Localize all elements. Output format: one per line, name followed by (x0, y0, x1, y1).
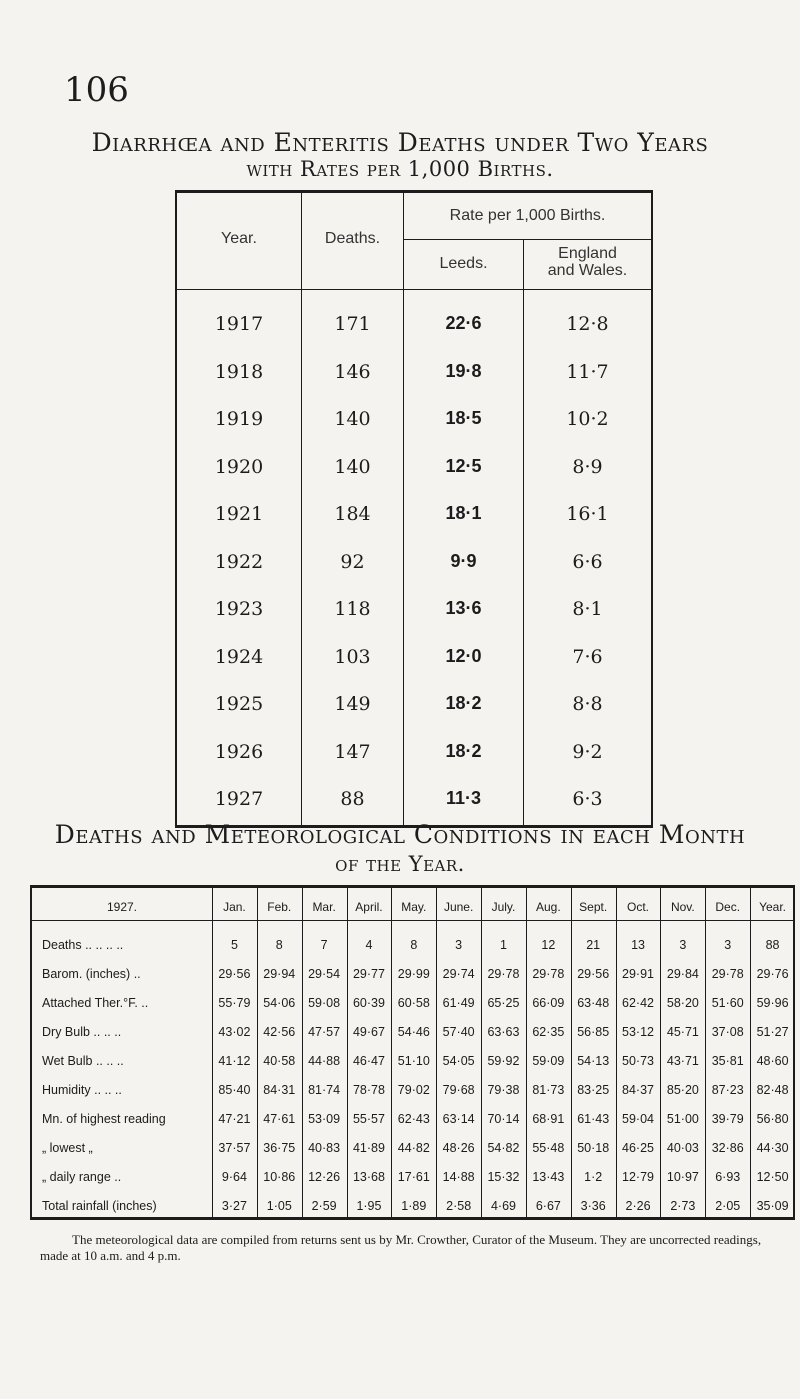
value-cell: 37·08 (711, 1025, 744, 1039)
table1-leeds-cell: 9·9 (450, 550, 477, 571)
meteorological-table (30, 885, 795, 1220)
value-cell: 48·26 (442, 1141, 475, 1155)
value-cell: 42·56 (263, 1025, 296, 1039)
value-cell: 29·94 (263, 967, 296, 981)
month-header: Year. (759, 900, 787, 914)
value-cell: 3 (455, 938, 463, 952)
value-cell: 54·46 (397, 1025, 430, 1039)
table1-deaths-cell: 147 (334, 740, 371, 763)
row-label: „ daily range .. (42, 1170, 122, 1184)
value-cell: 46·25 (622, 1141, 655, 1155)
row-label: Humidity .. .. .. (42, 1083, 122, 1097)
value-cell: 81·74 (308, 1083, 341, 1097)
value-cell: 3 (679, 938, 687, 952)
value-cell: 29·99 (397, 967, 430, 981)
table2-title-line1: Deaths and Meteorological Conditions in each Month (54, 820, 746, 849)
value-cell: 10·97 (666, 1170, 699, 1184)
value-cell: 55·48 (532, 1141, 565, 1155)
month-header: Oct. (627, 900, 650, 914)
value-cell: 78·78 (352, 1083, 385, 1097)
value-cell: 53·09 (308, 1112, 341, 1126)
table1-deaths-cell: 88 (340, 788, 365, 810)
value-cell: 12·79 (622, 1170, 655, 1184)
value-cell: 60·39 (352, 996, 385, 1010)
value-cell: 54·06 (263, 996, 296, 1010)
header-year: Year. (221, 230, 257, 247)
table1-deaths-cell: 140 (334, 455, 371, 478)
value-cell: 63·14 (442, 1112, 475, 1126)
value-cell: 85·40 (218, 1083, 251, 1097)
value-cell: 50·18 (577, 1141, 610, 1155)
month-header: Jan. (223, 900, 246, 914)
value-cell: 4 (365, 938, 373, 952)
value-cell: 37·57 (218, 1141, 251, 1155)
value-cell: 6·67 (535, 1199, 561, 1213)
table1-england-cell: 9·2 (572, 740, 603, 763)
value-cell: 70·14 (487, 1112, 520, 1126)
table1-england-cell: 8·1 (572, 598, 603, 620)
value-cell: 1·05 (266, 1199, 292, 1213)
table1-year-cell: 1920 (214, 455, 264, 478)
value-cell: 40·83 (308, 1141, 341, 1155)
value-cell: 59·08 (308, 996, 341, 1010)
value-cell: 54·05 (442, 1054, 475, 1068)
table1-england-cell: 8·9 (572, 455, 603, 478)
value-cell: 54·82 (487, 1141, 520, 1155)
header-deaths: Deaths. (324, 230, 381, 247)
value-cell: 83·25 (577, 1083, 610, 1097)
table1-year-cell: 1926 (214, 740, 264, 763)
value-cell: 48·60 (756, 1054, 789, 1068)
month-header: Aug. (536, 900, 561, 914)
value-cell: 29·78 (532, 967, 565, 981)
value-cell: 56·80 (756, 1112, 789, 1126)
header-england (524, 245, 651, 279)
row-divider (403, 239, 651, 240)
row-label: Deaths .. .. .. .. (42, 938, 124, 952)
table1-deaths-cell: 92 (340, 550, 365, 573)
month-header: Feb. (267, 900, 292, 914)
table1-title-line2: with Rates per 1,000 Births. (246, 157, 554, 181)
value-cell: 29·56 (218, 967, 251, 981)
table1-leeds-cell: 22·6 (445, 313, 482, 333)
value-cell: 12·26 (308, 1170, 341, 1184)
births-rate-table (175, 190, 653, 828)
value-cell: 79·68 (442, 1083, 475, 1097)
value-cell: 59·09 (532, 1054, 565, 1068)
value-cell: 55·79 (218, 996, 251, 1010)
value-cell: 79·38 (487, 1083, 520, 1097)
value-cell: 66·09 (532, 996, 565, 1010)
value-cell: 55·57 (352, 1112, 385, 1126)
header-corner: 1927. (106, 900, 138, 914)
row-label: „ lowest „ (42, 1141, 93, 1155)
value-cell: 51·60 (711, 996, 744, 1010)
value-cell: 46·47 (352, 1054, 385, 1068)
value-cell: 61·49 (442, 996, 475, 1010)
value-cell: 32·86 (711, 1141, 744, 1155)
value-cell: 58·20 (666, 996, 699, 1010)
value-cell: 12·50 (756, 1170, 789, 1184)
value-cell: 59·92 (487, 1054, 520, 1068)
value-cell: 39·79 (711, 1112, 744, 1126)
value-cell: 85·20 (666, 1083, 699, 1097)
value-cell: 9·64 (221, 1170, 247, 1184)
value-cell: 59·96 (756, 996, 789, 1010)
value-cell: 61·43 (577, 1112, 610, 1126)
table1-england-cell: 10·2 (566, 408, 609, 430)
value-cell: 81·73 (532, 1083, 565, 1097)
value-cell: 8 (275, 938, 283, 952)
table1-deaths-cell: 149 (334, 693, 371, 715)
value-cell: 35·81 (711, 1054, 744, 1068)
month-header: June. (443, 900, 474, 914)
value-cell: 41·89 (352, 1141, 385, 1155)
value-cell: 8 (410, 938, 418, 952)
value-cell: 1·89 (401, 1199, 427, 1213)
value-cell: 14·88 (442, 1170, 475, 1184)
value-cell: 2·58 (446, 1199, 472, 1213)
table1-deaths-cell: 184 (334, 503, 371, 525)
table1-england-cell: 12·8 (566, 313, 609, 335)
footnote: The meteorological data are compiled from returns sent us by Mr. Crowther, Curator of the Museum. They are uncorrected readings, made at 10 a.m. and 4 p.m. (40, 1232, 762, 1263)
table1-england-cell: 11·7 (566, 360, 609, 383)
value-cell: 51·10 (397, 1054, 430, 1068)
row-label: Dry Bulb .. .. .. (42, 1025, 122, 1039)
table1-year-cell: 1922 (214, 550, 264, 573)
value-cell: 63·48 (577, 996, 610, 1010)
table1-leeds-cell: 12·0 (445, 645, 482, 666)
value-cell: 1 (500, 938, 507, 952)
table1-year-cell: 1917 (214, 313, 264, 335)
table1-year-cell: 1927 (214, 788, 264, 810)
month-header: May. (401, 900, 427, 914)
value-cell: 35·09 (756, 1199, 789, 1213)
table1-deaths-cell: 140 (334, 408, 371, 430)
value-cell: 47·57 (308, 1025, 341, 1039)
value-cell: 3·36 (580, 1199, 606, 1213)
table1-deaths-cell: 118 (334, 598, 371, 620)
value-cell: 51·00 (666, 1112, 699, 1126)
table1-year-cell: 1923 (214, 598, 264, 620)
table1-year-cell: 1921 (214, 503, 264, 525)
month-header: April. (355, 900, 383, 914)
value-cell: 29·78 (711, 967, 744, 981)
value-cell: 21 (586, 938, 601, 952)
value-cell: 2·05 (715, 1199, 741, 1213)
value-cell: 44·82 (397, 1141, 430, 1155)
page-number: 106 (64, 70, 129, 110)
value-cell: 62·35 (532, 1025, 565, 1039)
month-header: Nov. (670, 900, 695, 914)
table1-england-cell: 16·1 (566, 503, 609, 525)
value-cell: 59·04 (622, 1112, 655, 1126)
value-cell: 15·32 (487, 1170, 520, 1184)
table1-year-cell: 1925 (214, 693, 264, 715)
table1-england-cell: 8·8 (572, 693, 603, 715)
value-cell: 29·78 (487, 967, 520, 981)
value-cell: 29·54 (308, 967, 341, 981)
value-cell: 29·74 (442, 967, 475, 981)
value-cell: 60·58 (397, 996, 430, 1010)
table1-leeds-cell: 18·5 (445, 408, 482, 428)
value-cell: 13·43 (532, 1170, 565, 1184)
value-cell: 10·86 (263, 1170, 296, 1184)
header-divider (32, 920, 793, 921)
value-cell: 62·43 (397, 1112, 430, 1126)
value-cell: 7 (320, 938, 328, 952)
value-cell: 43·71 (666, 1054, 699, 1068)
value-cell: 84·31 (263, 1083, 296, 1097)
value-cell: 29·84 (666, 967, 699, 981)
value-cell: 36·75 (263, 1141, 296, 1155)
value-cell: 84·37 (622, 1083, 655, 1097)
table1-leeds-cell: 12·5 (445, 455, 482, 476)
value-cell: 79·02 (397, 1083, 430, 1097)
value-cell: 63·63 (487, 1025, 520, 1039)
value-cell: 82·48 (756, 1083, 789, 1097)
header-divider (177, 289, 651, 290)
value-cell: 57·40 (442, 1025, 475, 1039)
value-cell: 68·91 (532, 1112, 565, 1126)
value-cell: 13 (631, 938, 645, 952)
month-header: July. (491, 900, 516, 914)
table1-leeds-cell: 13·6 (445, 598, 482, 618)
table1-year-cell: 1919 (214, 408, 264, 430)
value-cell: 53·12 (622, 1025, 655, 1039)
value-cell: 29·91 (622, 967, 655, 981)
value-cell: 29·56 (577, 967, 610, 981)
table1-england-cell: 6·6 (572, 550, 603, 573)
header-rate: Rate per 1,000 Births. (449, 207, 606, 224)
value-cell: 45·71 (666, 1025, 699, 1039)
value-cell: 4·69 (490, 1199, 516, 1213)
table1-leeds-cell: 18·2 (445, 740, 482, 761)
table1-leeds-cell: 18·1 (445, 503, 482, 523)
row-label: Wet Bulb .. .. .. (42, 1054, 124, 1068)
row-label: Attached Ther.°F. .. (42, 996, 149, 1010)
value-cell: 1·95 (356, 1199, 382, 1213)
month-header: Mar. (312, 900, 336, 914)
value-cell: 54·13 (577, 1054, 610, 1068)
value-cell: 29·76 (756, 967, 789, 981)
table2-title-line2: of the Year. (335, 852, 465, 876)
table1-deaths-cell: 103 (334, 645, 371, 668)
value-cell: 51·27 (756, 1025, 789, 1039)
table1-england-cell: 7·6 (572, 645, 603, 668)
table1-leeds-cell: 19·8 (445, 360, 482, 381)
row-label: Total rainfall (inches) (42, 1199, 157, 1213)
value-cell: 47·21 (218, 1112, 251, 1126)
value-cell: 2·73 (670, 1199, 696, 1213)
header-england-line1: England (558, 245, 617, 262)
value-cell: 29·77 (352, 967, 385, 981)
value-cell: 3 (724, 938, 732, 952)
header-leeds: Leeds. (439, 255, 488, 272)
table1-deaths-cell: 146 (334, 360, 371, 383)
value-cell: 65·25 (487, 996, 520, 1010)
month-header: Dec. (715, 900, 741, 914)
table1-leeds-cell: 11·3 (445, 788, 482, 808)
value-cell: 17·61 (397, 1170, 430, 1184)
value-cell: 6·93 (715, 1170, 741, 1184)
value-cell: 47·61 (263, 1112, 296, 1126)
table1-year-cell: 1924 (214, 645, 264, 668)
value-cell: 2·59 (311, 1199, 337, 1213)
value-cell: 49·67 (352, 1025, 385, 1039)
value-cell: 50·73 (622, 1054, 655, 1068)
value-cell: 44·30 (756, 1141, 789, 1155)
table1-title-line1: Diarrhœa and Enteritis Deaths under Two Years (91, 128, 709, 157)
row-label: Barom. (inches) .. (42, 967, 141, 981)
value-cell: 41·12 (218, 1054, 251, 1068)
value-cell: 87·23 (711, 1083, 744, 1097)
value-cell: 12 (541, 938, 556, 952)
value-cell: 13·68 (352, 1170, 385, 1184)
value-cell: 40·03 (666, 1141, 699, 1155)
value-cell: 1·2 (584, 1170, 603, 1184)
value-cell: 88 (765, 938, 780, 952)
value-cell: 2·26 (625, 1199, 651, 1213)
value-cell: 3·27 (221, 1199, 247, 1213)
table1-deaths-cell: 171 (334, 313, 371, 335)
month-header: Sept. (579, 900, 608, 914)
table1-england-cell: 6·3 (572, 788, 603, 810)
value-cell: 44·88 (308, 1054, 341, 1068)
row-label: Mn. of highest reading (42, 1112, 166, 1126)
table1-leeds-cell: 18·2 (445, 693, 482, 713)
value-cell: 5 (230, 938, 238, 952)
value-cell: 56·85 (577, 1025, 610, 1039)
value-cell: 62·42 (622, 996, 655, 1010)
header-england-line2: and Wales. (547, 262, 628, 279)
table1-year-cell: 1918 (214, 360, 264, 383)
value-cell: 40·58 (263, 1054, 296, 1068)
value-cell: 43·02 (218, 1025, 251, 1039)
